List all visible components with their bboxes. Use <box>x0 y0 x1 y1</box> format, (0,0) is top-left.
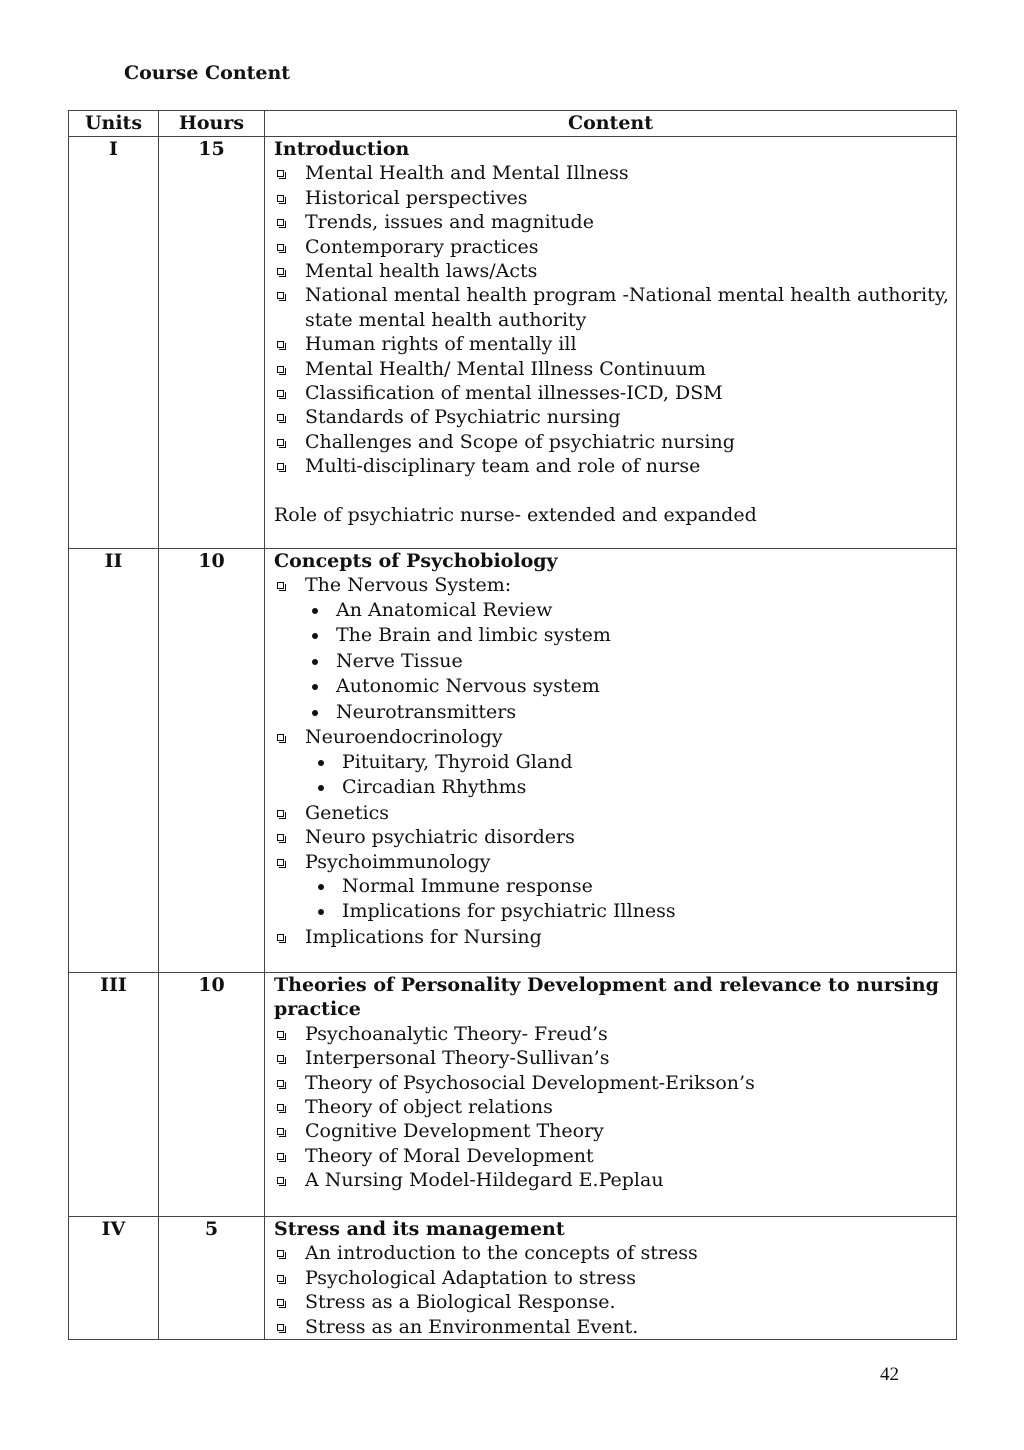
topic-list <box>274 925 950 949</box>
topic-list <box>274 801 950 874</box>
subtopic-list <box>274 598 950 726</box>
checkbox-bullet-icon <box>277 1324 284 1331</box>
list-item: National mental health program -National mental health authority, state mental health authority <box>274 283 950 332</box>
topic-list <box>274 725 950 749</box>
topic-list <box>274 1022 950 1193</box>
hours-cell: 15 <box>159 137 265 549</box>
dot-bullet-icon <box>318 785 324 791</box>
table-row-unit-3 <box>69 973 957 1217</box>
checkbox-bullet-icon <box>277 1250 284 1257</box>
dot-bullet-icon <box>318 909 324 915</box>
list-item: Stress as a Biological Response. <box>274 1290 950 1314</box>
subtopic-list <box>274 874 950 925</box>
list-item: Genetics <box>274 801 950 825</box>
checkbox-bullet-icon <box>277 439 284 446</box>
checkbox-bullet-icon <box>277 463 284 470</box>
checkbox-bullet-icon <box>277 1153 284 1160</box>
dot-bullet-icon <box>312 684 318 690</box>
checkbox-bullet-icon <box>277 934 284 941</box>
checkbox-bullet-icon <box>277 268 284 275</box>
list-item: Psychological Adaptation to stress <box>274 1266 950 1290</box>
list-item: A Nursing Model-Hildegard E.Peplau <box>274 1168 950 1192</box>
header-units: Units <box>69 111 159 137</box>
unit-cell: III <box>69 973 159 1217</box>
content-cell <box>265 137 957 549</box>
list-item: Human rights of mentally ill <box>274 332 950 356</box>
unit-title: Theories of Personality Development and relevance to nursing practice <box>274 974 939 1021</box>
table-row-unit-4 <box>69 1217 957 1340</box>
checkbox-bullet-icon <box>277 219 284 226</box>
sub-list-item: Nerve Tissue <box>274 649 950 675</box>
checkbox-bullet-icon <box>277 390 284 397</box>
sub-list-item: Neurotransmitters <box>274 700 950 726</box>
checkbox-bullet-icon <box>277 859 284 866</box>
sub-list-item: Circadian Rhythms <box>274 775 950 801</box>
list-item: Mental health laws/Acts <box>274 259 950 283</box>
list-item: Psychoanalytic Theory- Freud’s <box>274 1022 950 1046</box>
dot-bullet-icon <box>318 884 324 890</box>
list-item: Multi-disciplinary team and role of nurse <box>274 454 950 478</box>
header-hours: Hours <box>159 111 265 137</box>
checkbox-bullet-icon <box>277 195 284 202</box>
checkbox-bullet-icon <box>277 734 284 741</box>
unit-title: Introduction <box>274 138 410 160</box>
subtopic-list <box>274 750 950 801</box>
list-item: Mental Health/ Mental Illness Continuum <box>274 357 950 381</box>
sub-list-item: Implications for psychiatric Illness <box>274 899 950 925</box>
checkbox-bullet-icon <box>277 1080 284 1087</box>
list-item: Implications for Nursing <box>274 925 950 949</box>
unit-cell: IV <box>69 1217 159 1340</box>
header-content: Content <box>265 111 957 137</box>
list-item: Standards of Psychiatric nursing <box>274 405 950 429</box>
course-content-table <box>68 110 957 1340</box>
list-item: Cognitive Development Theory <box>274 1119 950 1143</box>
checkbox-bullet-icon <box>277 1275 284 1282</box>
list-item: The Nervous System: <box>274 573 950 597</box>
checkbox-bullet-icon <box>277 1128 284 1135</box>
topic-list <box>274 573 950 597</box>
content-cell <box>265 549 957 973</box>
topic-list <box>274 1241 950 1339</box>
list-item: Theory of Psychosocial Development-Erikson’s <box>274 1071 950 1095</box>
list-item: Classification of mental illnesses-ICD, DSM <box>274 381 950 405</box>
content-cell <box>265 1217 957 1340</box>
checkbox-bullet-icon <box>277 810 284 817</box>
dot-bullet-icon <box>318 760 324 766</box>
list-item: Mental Health and Mental Illness <box>274 161 950 185</box>
list-item: Stress as an Environmental Event. <box>274 1315 950 1339</box>
checkbox-bullet-icon <box>277 582 284 589</box>
dot-bullet-icon <box>312 659 318 665</box>
sub-list-item: Autonomic Nervous system <box>274 674 950 700</box>
unit-note: Role of psychiatric nurse- extended and expanded <box>274 504 757 527</box>
dot-bullet-icon <box>312 710 318 716</box>
checkbox-bullet-icon <box>277 170 284 177</box>
content-cell <box>265 973 957 1217</box>
list-item: Contemporary practices <box>274 235 950 259</box>
list-item: Psychoimmunology <box>274 850 950 874</box>
dot-bullet-icon <box>312 608 318 614</box>
page-heading: Course Content <box>124 62 291 84</box>
page-number: 42 <box>880 1364 899 1385</box>
sub-list-item: The Brain and limbic system <box>274 623 950 649</box>
checkbox-bullet-icon <box>277 414 284 421</box>
checkbox-bullet-icon <box>277 1299 284 1306</box>
list-item: Theory of object relations <box>274 1095 950 1119</box>
list-item: Trends, issues and magnitude <box>274 210 950 234</box>
checkbox-bullet-icon <box>277 1177 284 1184</box>
hours-cell: 10 <box>159 549 265 973</box>
unit-cell: I <box>69 137 159 549</box>
unit-title: Stress and its management <box>274 1218 565 1240</box>
topic-list <box>274 161 950 478</box>
checkbox-bullet-icon <box>277 244 284 251</box>
table-header-row <box>69 111 957 137</box>
list-item: Neuro psychiatric disorders <box>274 825 950 849</box>
checkbox-bullet-icon <box>277 1031 284 1038</box>
unit-cell: II <box>69 549 159 973</box>
dot-bullet-icon <box>312 633 318 639</box>
unit-title: Concepts of Psychobiology <box>274 550 558 572</box>
checkbox-bullet-icon <box>277 1055 284 1062</box>
list-item: Neuroendocrinology <box>274 725 950 749</box>
checkbox-bullet-icon <box>277 1104 284 1111</box>
list-item: Interpersonal Theory-Sullivan’s <box>274 1046 950 1070</box>
sub-list-item: An Anatomical Review <box>274 598 950 624</box>
list-item: Challenges and Scope of psychiatric nursing <box>274 430 950 454</box>
list-item: Theory of Moral Development <box>274 1144 950 1168</box>
hours-cell: 5 <box>159 1217 265 1340</box>
table-row-unit-1 <box>69 137 957 549</box>
sub-list-item: Pituitary, Thyroid Gland <box>274 750 950 776</box>
list-item: Historical perspectives <box>274 186 950 210</box>
checkbox-bullet-icon <box>277 341 284 348</box>
list-item: An introduction to the concepts of stress <box>274 1241 950 1265</box>
checkbox-bullet-icon <box>277 292 284 299</box>
hours-cell: 10 <box>159 973 265 1217</box>
sub-list-item: Normal Immune response <box>274 874 950 900</box>
checkbox-bullet-icon <box>277 366 284 373</box>
table-row-unit-2 <box>69 549 957 973</box>
checkbox-bullet-icon <box>277 834 284 841</box>
